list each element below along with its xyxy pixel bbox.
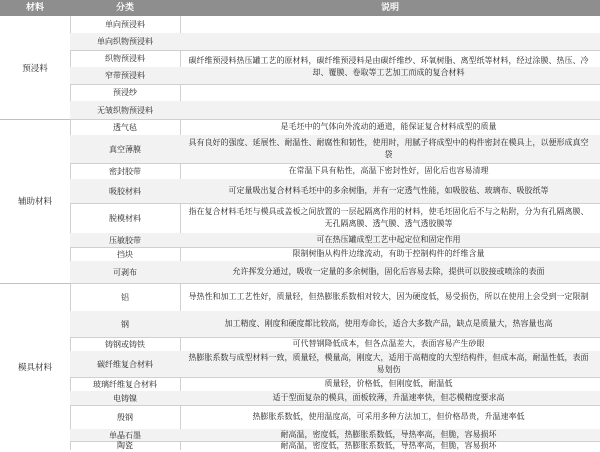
category-prepreg: 预浸料 bbox=[0, 16, 71, 120]
row-description: 适于型面复杂的模具，面板较薄，升温速率快，但芯模精度要求高 bbox=[272, 393, 505, 402]
table-row: 单向预浸料 bbox=[105, 20, 145, 29]
row-description: 可定量吸出复合材料毛坯中的多余树脂，并有一定透气性能，如吸胶毡、玻璃布、吸胶纸等 bbox=[228, 186, 549, 195]
table-row: 铸钢或铸铁 bbox=[105, 339, 145, 349]
row-description: 耐高温，密度低，热膨胀系数低，导热率高，但脆，容易损坏 bbox=[280, 440, 497, 450]
table-row: 真空薄膜 bbox=[109, 144, 141, 154]
table-row: 窄带预浸料 bbox=[105, 71, 145, 80]
table-row: 陶瓷 bbox=[117, 441, 133, 450]
table-row: 挡块 bbox=[117, 249, 133, 259]
table-row: 无皱织物预浸料 bbox=[97, 105, 153, 115]
row-description: 热膨胀系数与成型材料一致，质量轻，模量高，刚度大，适用于高精度的大型结构件，但成本高，耐温性低，表面易划伤 bbox=[188, 353, 589, 374]
table-row: 钢 bbox=[121, 319, 129, 329]
row-description: 可在热压罐成型工艺中起定位和固定作用 bbox=[316, 235, 461, 244]
row-description: 指在复合材料毛坯与模具或盖板之间放置的一层起隔离作用的材料，使毛坯固化后不与之粘附，分为有孔隔离膜、无孔隔离膜、透气膜、透气透胶膜等 bbox=[188, 207, 589, 228]
table-row: 吸胶材料 bbox=[109, 186, 141, 196]
row-description: 质量轻，价格低，但刚度低，耐温低 bbox=[324, 379, 453, 388]
prepreg-description: 碳纤维预浸料热压罐工艺的原材料，碳纤维预浸料是由碳纤维纱、环氧树脂、离型纸等材料，经过涂膜、热压、冷却、覆膜、卷取等工艺加工而成的复合材料 bbox=[188, 56, 589, 77]
header-category: 分类 bbox=[115, 3, 134, 13]
table-header bbox=[0, 0, 600, 16]
row-description: 导热性和加工工艺性好，质量轻，但热膨胀系数相对较大，因为硬度低，易受损伤，所以在使用上会受到一定限制 bbox=[188, 292, 589, 301]
table-row: 铝 bbox=[121, 292, 129, 302]
table-row: 脱模材料 bbox=[109, 213, 141, 223]
table-row: 单晶石墨 bbox=[109, 430, 141, 440]
table-row: 碳纤维复合材料 bbox=[97, 359, 153, 369]
row-description: 在常温下具有粘性，高温下密封性好，固化后也容易清理 bbox=[288, 166, 489, 175]
row-description: 可代替钢降低成本，但各点温差大，表面容易产生砂眼 bbox=[292, 339, 485, 348]
row-description: 具有良好的强度、延展性、耐温性、耐腐性和韧性，使用时，用腻子将成型中的构件密封在模具上，以便形成真空袋 bbox=[188, 138, 589, 159]
header-material: 材料 bbox=[25, 3, 44, 13]
category-auxiliary: 辅助材料 bbox=[0, 119, 71, 284]
row-description: 加工精度、刚度和硬度都比较高，使用寿命长，适合大多数产品，缺点是质量大，热容量也高 bbox=[224, 319, 553, 328]
table-row: 电铸镍 bbox=[113, 393, 137, 403]
row-description: 允许挥发分通过，吸收一定量的多余树脂，固化后容易去除，提供可以胶接或喷涂的表面 bbox=[232, 267, 545, 276]
table-row: 单向织物预浸料 bbox=[97, 37, 153, 46]
row-description: 热膨胀系数低，使用温度高，可采用多种方法加工，但价格昂贵，升温速率低 bbox=[252, 412, 525, 421]
table-row: 压敏胶带 bbox=[109, 235, 141, 245]
table-row: 密封胶带 bbox=[109, 166, 141, 176]
table-row: 可剥布 bbox=[113, 267, 137, 277]
row-description: 耐高温，密度低，热膨胀系数低，导热率高，但脆，容易损坏 bbox=[280, 430, 497, 439]
table-row: 玻璃纤维复合材料 bbox=[93, 379, 157, 389]
row-description: 是毛坯中的气体向外流动的通道，能保证复合材料成型的质量 bbox=[280, 122, 497, 131]
row-description: 限制树脂从构件边缘流动，有助于控制构件的纤维含量 bbox=[292, 249, 485, 258]
table-row: 织物预浸料 bbox=[105, 54, 145, 63]
table-row: 殷钢 bbox=[117, 412, 133, 422]
header-description: 说明 bbox=[380, 3, 399, 13]
table-row: 预浸纱 bbox=[113, 88, 137, 97]
category-mold: 模具材料 bbox=[0, 283, 71, 450]
table-row: 透气毡 bbox=[113, 122, 137, 132]
